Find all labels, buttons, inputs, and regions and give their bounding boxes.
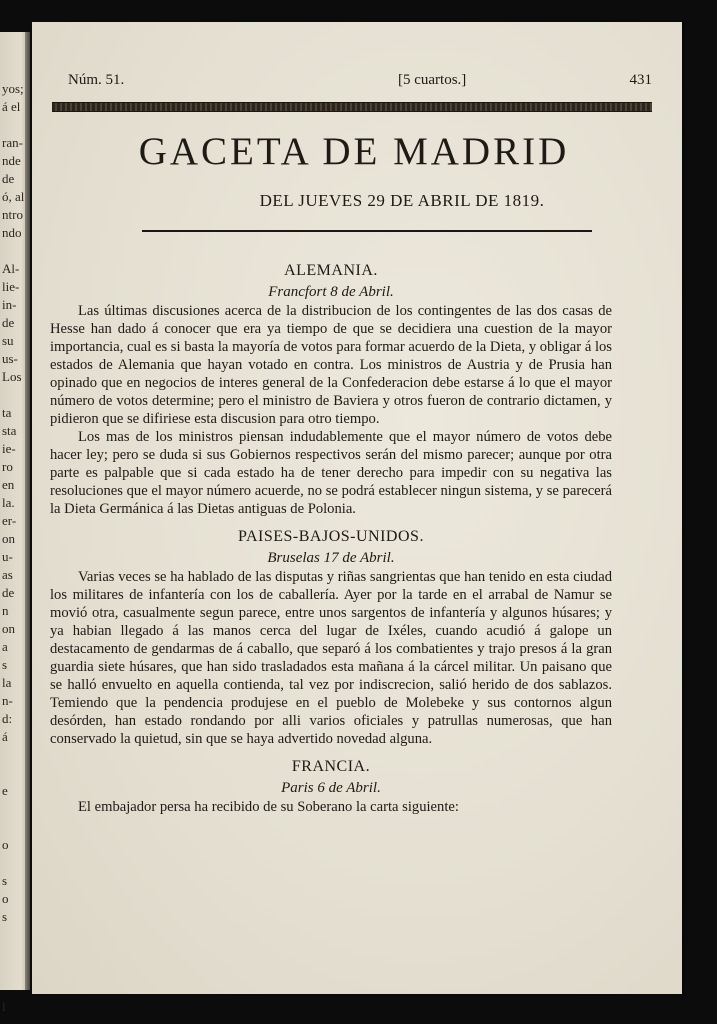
left-page-text-fragment: lie- xyxy=(2,279,20,294)
left-page-text-fragment: on xyxy=(2,531,15,546)
left-page-text-fragment: s xyxy=(2,909,8,924)
left-page-text-fragment: s xyxy=(2,657,8,672)
left-page-text-fragment: ta xyxy=(2,405,12,420)
left-page-text-fragment: us- xyxy=(2,351,18,366)
left-page-text-fragment: su xyxy=(2,333,14,348)
left-page-text-fragment: on xyxy=(2,621,15,636)
paragraph-alemania-1: Las últimas discusiones acerca de la distribucion de los contingentes de las dos casas de Hesse han dado á conocer que era ya tiempo de que se decidiera una cuestion de la mayor importancia, cual es si basta la mayoría de votos para formar acuerdo de la Dieta, y obligar á los estados de Alemania que hayan votado en contra. Los ministros de Austria y de Prusia han opinado que en negocios de interes general de la Confederacion debe estarse á lo que el mayor número de votos determine; pero el ministro de Baviera y otros fueron de contrario dictamen, y pidieron que se difiriese esta discusion para otro tiempo. xyxy=(50,303,612,427)
article-body xyxy=(50,260,612,816)
issue-price: [5 cuartos.] xyxy=(398,72,467,88)
book-gutter xyxy=(25,32,30,990)
dateline-paris: Paris 6 de Abril. xyxy=(281,780,381,796)
left-page-text-fragment: n xyxy=(2,603,9,618)
masthead-title: GACETA DE MADRID xyxy=(138,130,570,173)
paragraph-alemania-2: Los mas de los ministros piensan indudablemente que el mayor número de votos debe hacer ley; pero se duda si sus Gobiernos respectivos serán del mismo parecer; aunque por otra parte es palpable que si cada estado ha de tener derecho para impedir con su negativa las resoluciones que el mayor número acuerde, no se podrá establecer ningun sistema, y se parecerá la Dieta Germánica á las Dietas antiguas de Polonia. xyxy=(50,429,612,517)
left-page-text-fragment: á xyxy=(2,729,8,744)
left-page-text-fragment: yos; xyxy=(2,81,24,96)
section-heading-paises-bajos: PAISES-BAJOS-UNIDOS. xyxy=(238,528,424,545)
left-page-text-fragment: á el xyxy=(2,99,21,114)
left-page-text-fragment: en xyxy=(2,477,15,492)
issue-header xyxy=(68,72,652,92)
left-page-text-fragment: ie- xyxy=(2,441,16,456)
newspaper-page xyxy=(32,22,682,994)
left-page-text-fragment: er- xyxy=(2,513,17,528)
left-page-text-fragment: ro xyxy=(2,459,13,474)
paragraph-francia-1: El embajador persa ha recibido de su Soberano la carta siguiente: xyxy=(78,799,459,815)
left-page-text-fragment: o xyxy=(2,837,9,852)
left-page-text-fragment: o xyxy=(2,891,9,906)
left-page-text-fragment: Al- xyxy=(2,261,20,276)
left-page-text-fragment: l xyxy=(2,999,6,1014)
left-page-text-fragment: de xyxy=(2,171,15,186)
left-page-text-fragment: n- xyxy=(2,693,13,708)
dateline-bruselas: Bruselas 17 de Abril. xyxy=(267,550,395,566)
left-page-text-fragment: ndo xyxy=(2,225,22,240)
page-number: 431 xyxy=(629,72,652,88)
left-page-text-fragment: a xyxy=(2,639,8,654)
left-page-text-fragment: in- xyxy=(2,297,17,312)
left-page-text-fragment: la xyxy=(2,675,12,690)
left-page-text-fragment: as xyxy=(2,567,13,582)
left-page-text-fragment: de xyxy=(2,315,15,330)
left-page-text-fragment: d: xyxy=(2,711,13,726)
paragraph-paises-bajos-1: Varias veces se ha hablado de las disputas y riñas sangrientas que han tenido en esta ciudad los militares de infantería con los de caballería. Ayer por la tarde en el arrabal de Namur se movió otra, casualmente segun parece, entre unos sargentos de infantería y algunos húsares; y ya habian llegado á las manos cerca del lugar de Ixéles, cuando acudió á galope un destacamento de gendarmas de á caballo, que separó á los combatientes y trajo presos á la gran guardia siete húsares, que han sido trasladados esta mañana á la cárcel militar. Un paisano que se halló envuelto en aquella contienda, tal vez por indiscrecion, salió herido de dos sablazos. Temiendo que la pendencia produjese en el pueblo de Molebeke y sus contornos algun desórden, han estado rondando por alli varios oficiales y patrullas numerosas, que han conservado la quietud, sin que se haya advertido novedad alguna. xyxy=(50,569,612,747)
left-page-text-fragment: Los xyxy=(2,369,22,384)
left-page-text-fragment: sta xyxy=(2,423,17,438)
dateline-francfort: Francfort 8 de Abril. xyxy=(268,284,394,300)
issue-number: Núm. 51. xyxy=(68,72,125,88)
left-page-text-fragment: e xyxy=(2,783,8,798)
section-heading-francia: FRANCIA. xyxy=(291,758,371,775)
left-page-text-fragment: de xyxy=(2,585,15,600)
left-page-text-fragment: ntro xyxy=(2,207,23,222)
left-page-fragment xyxy=(0,32,30,1014)
left-page-text-fragment: ran- xyxy=(2,135,23,150)
left-page-text-fragment: la. xyxy=(2,495,15,510)
left-page-text-fragment: nde xyxy=(2,153,21,168)
masthead-date: DEL JUEVES 29 DE ABRIL DE 1819. xyxy=(259,191,545,210)
ornamental-rule xyxy=(52,102,652,112)
left-page-text-fragment: ó, al xyxy=(2,189,25,204)
left-page-text-fragment: s xyxy=(2,873,8,888)
masthead-rule xyxy=(142,230,592,232)
section-heading-alemania: ALEMANIA. xyxy=(284,262,378,279)
left-page-text-fragment: u- xyxy=(2,549,13,564)
